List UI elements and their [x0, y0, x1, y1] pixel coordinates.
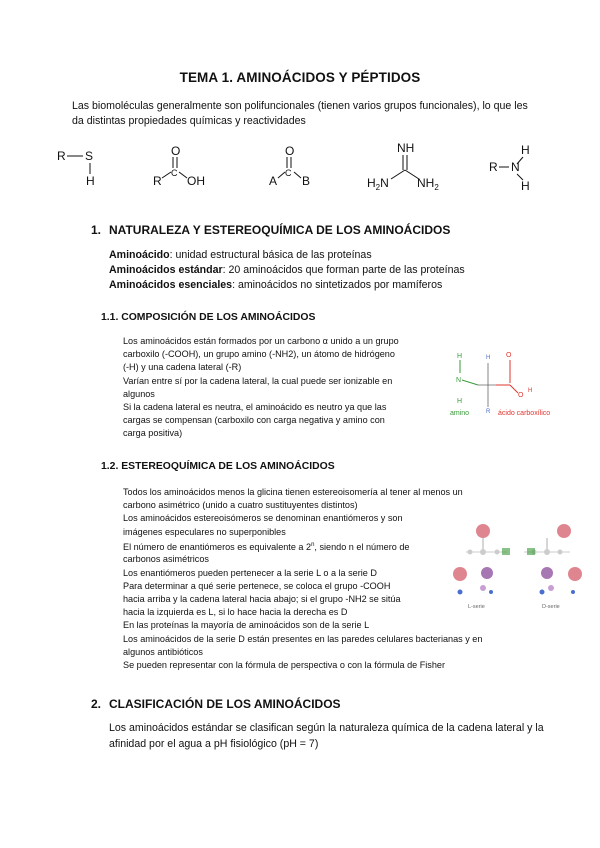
svg-text:H: H: [457, 398, 463, 405]
guanidine-h2n: $H_2N$: [367, 176, 389, 192]
carbonyl-a: A: [269, 174, 278, 188]
thiol-s: S: [85, 149, 94, 163]
acid-c: C: [171, 168, 178, 178]
section-1-heading: [91, 223, 450, 237]
section-1-1-title: 1.1. COMPOSICIÓN DE LOS AMINOÁCIDOS: [101, 312, 316, 323]
section-2-heading: [91, 697, 341, 711]
functional-groups: [45, 140, 565, 195]
definition-item: Aminoácidos estándar: 20 aminoácidos que forman parte de las proteínas: [109, 264, 465, 276]
guanidine-nh: NH: [397, 141, 415, 155]
thiol-h: H: [86, 174, 95, 188]
amine-n: N: [511, 160, 520, 174]
d-series-label: D-serie: [542, 604, 560, 610]
amino-label: amino: [450, 410, 470, 417]
svg-text:R: R: [486, 409, 491, 415]
acid-oh: OH: [187, 174, 205, 188]
carbonyl-structure: [269, 144, 310, 188]
svg-text:H: H: [486, 355, 491, 361]
section-1-title: NATURALEZA Y ESTEREOQUÍMICA DE LOS AMINOÁCIDOS: [109, 223, 451, 237]
classification-paragraph: Los aminoácidos estándar se clasifican según la naturaleza química de la cadena lateral y la afinidad por el agua a pH fisiológico (pH = 7): [109, 722, 544, 750]
enantiomer-line: El número de enantiómeros es equivalente a 2$^n$, siendo n el número de: [123, 541, 410, 552]
guanidine-structure: [367, 141, 439, 192]
amino-acid-figure: [448, 345, 568, 420]
thiol-structure: [57, 149, 95, 188]
amine-r: R: [489, 160, 498, 174]
svg-text:O: O: [518, 392, 524, 399]
intro-paragraph: Las biomoléculas generalmente son polifuncionales (tienen varios grupos funcionales), lo que les da distintas propiedades químicas y reactividades: [72, 100, 528, 127]
stereochemistry-text: Todos los aminoácidos menos la glicina tienen estereoisomería al tener al menos un carbono asimétrico (unido a cuatro sustituyentes distintos) Los aminoácidos estereoisómeros se denominan enantiómeros y son imágenes especulares no superponibles El número de enantiómeros es equivalente a 2$^n$, siendo n el número de carbonos asimétricos Los enantiómeros pueden pertenecer a la serie L o a la serie D Para determinar a qué serie pertenece, se coloca el grupo -COOH hacia arriba y la cadena lateral hacia abajo; si el grupo -NH2 se sitúa hacia la izquierda es L, si lo hace hacia la derecha es D En las proteínas la mayoría de aminoácidos son de la serie L Los aminoácidos de la serie D están presentes en las paredes celulares bacterianas y en algunos antibióticos Se pueden representar con la fórmula de perspectiva o con la fórmula de Fisher: [123, 486, 523, 672]
guanidine-nh2: $NH_2$: [417, 176, 439, 192]
svg-text:H: H: [457, 353, 463, 360]
amine-h-top: H: [521, 143, 530, 157]
carbonyl-b: B: [302, 174, 311, 188]
amine-structure: [489, 143, 530, 193]
composition-text: Los aminoácidos están formados por un carbono α unido a un grupo carboxilo (-COOH), un grupo amino (-NH2), un átomo de hidrógeno (-H) y una cadena lateral (-R) Varían entre sí por la cadena lateral, la cual puede ser ionizable en algunos Si la cadena lateral es neutra, el aminoácido es neutro ya que las cargas se compensan (carboxilo con carga negativa y amino con carga positiva): [123, 336, 399, 439]
definitions-list: [109, 248, 465, 293]
amine-h-bottom: H: [521, 179, 530, 193]
thiol-r: R: [57, 149, 66, 163]
svg-text:N: N: [456, 377, 462, 384]
l-series-label: L-serie: [468, 604, 485, 610]
acid-label: ácido carboxílico: [498, 410, 551, 417]
carbonyl-c: C: [285, 168, 292, 178]
acid-structure: [153, 144, 205, 188]
section-1-2-title: 1.2. ESTEREOQUÍMICA DE LOS AMINOÁCIDOS: [101, 461, 335, 472]
carbonyl-o: O: [285, 144, 295, 158]
acid-r: R: [153, 174, 162, 188]
section-2-title: CLASIFICACIÓN DE LOS AMINOÁCIDOS: [109, 697, 341, 711]
section-2-number: 2.: [91, 697, 102, 711]
svg-text:O: O: [506, 352, 512, 359]
enantiomer-figure: [452, 516, 582, 612]
acid-o: O: [171, 144, 181, 158]
definition-item: Aminoácidos esenciales: aminoácidos no sintetizados por mamíferos: [109, 279, 443, 291]
definition-item: Aminoácido: unidad estructural básica de las proteínas: [109, 249, 372, 261]
section-1-number: 1.: [91, 223, 102, 237]
page-title: TEMA 1. AMINOÁCIDOS Y PÉPTIDOS: [179, 70, 421, 85]
svg-text:H: H: [528, 388, 533, 394]
